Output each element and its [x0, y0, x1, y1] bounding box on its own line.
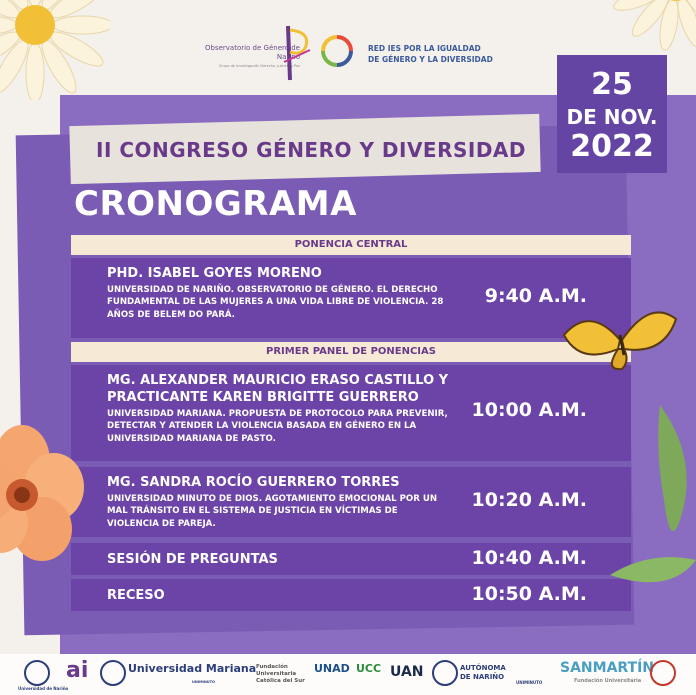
- footer-logo-ai: ai: [66, 658, 89, 683]
- schedule-row: [71, 467, 631, 537]
- talk-description: UNIVERSIDAD MINUTO DE DIOS. AGOTAMIENTO EMOCIONAL POR UN MAL TRÁNSITO EN EL SISTEMA DE JUSTICIA EN VÍCTIMAS DE VIOLENCIA DE PAREJA.: [107, 494, 438, 529]
- red-ies-line1: RED IES POR LA IGUALDAD: [368, 44, 481, 53]
- speaker-name: MG. SANDRA ROCÍO GUERRERO TORRES: [107, 475, 400, 490]
- footer-logo-autonoma: AUTÓNOMA DE NARIÑO: [460, 664, 506, 681]
- session-name: SESIÓN DE PREGUNTAS: [107, 552, 278, 567]
- butterfly-icon: [560, 305, 680, 375]
- talk-time: 10:00 A.M.: [471, 399, 587, 421]
- date-month: DE NOV.: [566, 105, 658, 129]
- session-time: 10:50 A.M.: [471, 583, 587, 605]
- footer-logo-sanmartin-sub: Fundación Universitaria: [574, 678, 642, 684]
- footer-logo-uniminuto-b: UNIMINUTO: [516, 680, 543, 685]
- date-year: 2022: [570, 129, 654, 164]
- daisy-flower-icon: [0, 0, 110, 100]
- talk-time: 9:40 A.M.: [484, 285, 587, 307]
- session-name: RECESO: [107, 588, 165, 603]
- header-logos: [200, 16, 500, 86]
- observatorio-logo-subtitle: Grupo de Investigación Derecho, Justicia y Paz: [218, 64, 300, 68]
- red-ies-logo-icon: [320, 34, 354, 68]
- schedule-table: [71, 235, 631, 611]
- session-time: 10:40 A.M.: [471, 547, 587, 569]
- schedule-row: [71, 365, 631, 461]
- speaker-name: MG. ALEXANDER MAURICIO ERASO CASTILLO Y PRACTICANTE KAREN BRIGITTE GUERRERO: [107, 373, 449, 405]
- section-label-ponencia-central: PONENCIA CENTRAL: [71, 235, 631, 255]
- observatorio-logo-icon: [280, 22, 314, 82]
- orange-flower-icon: [0, 420, 110, 570]
- footer-sponsor-logos: [0, 654, 696, 695]
- leaf-icon: [600, 400, 696, 610]
- university-seal-icon: [650, 660, 676, 686]
- schedule-row: [71, 258, 631, 338]
- talk-description: UNIVERSIDAD DE NARIÑO. OBSERVATORIO DE GÉNERO. EL DERECHO FUNDAMENTAL DE LAS MUJERES A UNA VIDA LIBRE DE VIOLENCIA. 28 AÑOS DE BELEM DO PARÁ.: [107, 285, 444, 320]
- talk-time: 10:20 A.M.: [471, 489, 587, 511]
- footer-logo-mariana: Universidad Mariana: [128, 662, 257, 675]
- footer-logo-uan: UAN: [390, 664, 424, 680]
- universidad-narino-seal-icon: [24, 660, 50, 686]
- footer-logo-narino: Universidad de Nariño: [18, 686, 69, 691]
- footer-logo-sanmartin: SANMARTÍN: [560, 660, 655, 676]
- universidad-mariana-seal-icon: [100, 660, 126, 686]
- footer-logo-unad: UNAD: [314, 662, 350, 675]
- schedule-row: [71, 543, 631, 575]
- talk-description: UNIVERSIDAD MARIANA. PROPUESTA DE PROTOCOLO PARA PREVENIR, DETECTAR Y ATENDER LA VIOLENCIA BASADA EN GÉNERO EN LA UNIVERSIDAD MARIANA DE PASTO.: [107, 409, 448, 444]
- date-box: [557, 55, 667, 173]
- schedule-row: [71, 579, 631, 611]
- observatorio-logo-text: Observatorio de Género de Nariño: [204, 44, 300, 61]
- speaker-name: PHD. ISABEL GOYES MORENO: [107, 266, 322, 281]
- section-title: CRONOGRAMA: [74, 184, 357, 224]
- footer-logo-uniminuto-a: UNIMINUTO: [192, 680, 215, 684]
- autonoma-seal-icon: [432, 660, 458, 686]
- footer-logo-ucc: UCC: [356, 662, 382, 675]
- red-ies-logo-text: [368, 43, 493, 65]
- date-day: 25: [591, 67, 633, 102]
- red-ies-line2: DE GÉNERO Y LA DIVERSIDAD: [368, 55, 493, 64]
- section-label-primer-panel: PRIMER PANEL DE PONENCIAS: [71, 342, 631, 362]
- footer-logo-catolica-sur: Fundación Universitaria Católica del Sur: [256, 664, 305, 684]
- event-title: II CONGRESO GÉNERO Y DIVERSIDAD: [96, 138, 527, 162]
